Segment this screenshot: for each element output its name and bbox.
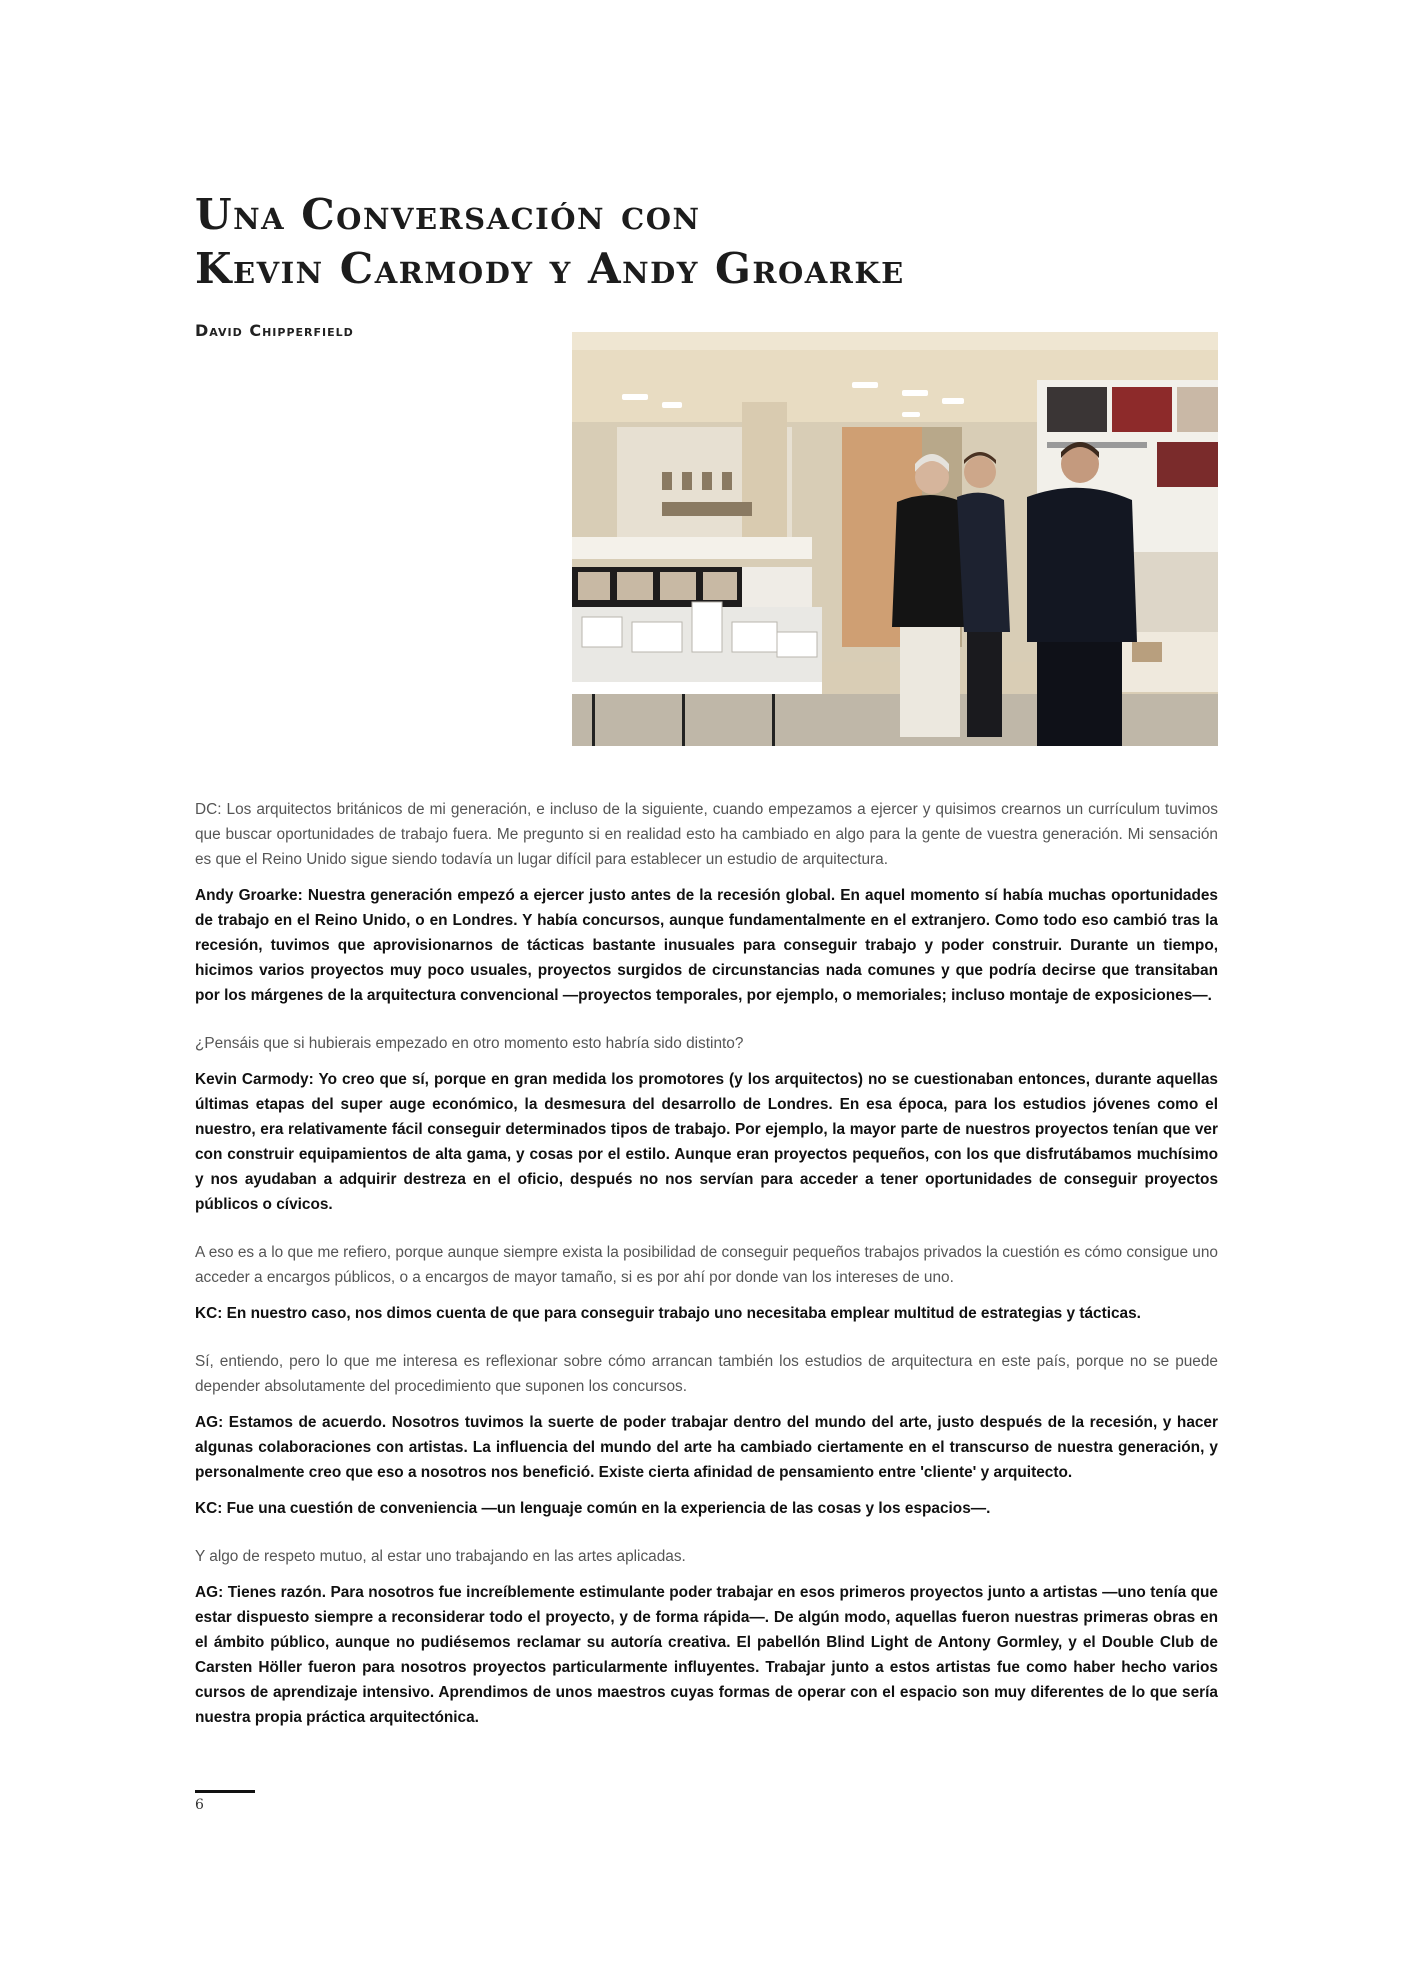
title-line-2: Kevin Carmody y Andy Groarke (195, 244, 905, 293)
page-number: 6 (195, 1797, 204, 1813)
paragraph-answer: AG: Tienes razón. Para nosotros fue increíblemente estimulante poder trabajar en esos primeros proyectos junto a artistas —uno tenía que estar dispuesto siempre a reconsiderar todo el proyecto, y de forma rápida—. De algún modo, aquellas fueron nuestras primeras obras en el ámbito público, aunque no pudiésemos reclamar su autoría creativa. El pabellón Blind Light de Antony Gormley, y el Double Club de Carsten Höller fueron para nosotros proyectos particularmente influyentes. Trabajar junto a estos artistas fue como haber hecho varios cursos de aprendizaje intensivo. Aprendimos de unos maestros cuyas formas de operar con el espacio son muy diferentes de lo que sería nuestra propia práctica arquitectónica. (195, 1584, 1218, 1726)
studio-photo (572, 332, 1218, 746)
paragraph-question: ¿Pensáis que si hubierais empezado en otro momento esto habría sido distinto? (195, 1035, 744, 1052)
author-name: David Chipperfield (195, 321, 354, 340)
title-line-1: Una Conversación con (195, 190, 701, 239)
paragraph-answer: Kevin Carmody: Yo creo que sí, porque en gran medida los promotores (y los arquitectos) no se cuestionaban entonces, durante aquellas últimas etapas del super auge económico, la desmesura del desarrollo de Londres. En esa época, para los estudios jóvenes como el nuestro, era relativamente fácil conseguir determinados tipos de trabajo. Por ejemplo, la mayor parte de nuestros proyectos tenían que ver con construir equipamientos de alta gama, y cosas por el estilo. Aunque eran proyectos pequeños, con los que disfrutábamos muchísimo y nos ayudaban a adquirir destreza en el oficio, después no nos servían para acceder a tener oportunidades de conseguir proyectos públicos o cívicos. (195, 1071, 1218, 1213)
paragraph-answer: KC: En nuestro caso, nos dimos cuenta de que para conseguir trabajo uno necesitaba emplear multitud de estrategias y tácticas. (195, 1305, 1141, 1322)
paragraph-question: A eso es a lo que me refiero, porque aunque siempre exista la posibilidad de conseguir pequeños trabajos privados la cuestión es cómo consigue uno acceder a encargos públicos, o a encargos de mayor tamaño, si es por ahí por donde van los intereses de uno. (195, 1244, 1218, 1286)
page-title (195, 188, 905, 296)
paragraph-answer: Andy Groarke: Nuestra generación empezó a ejercer justo antes de la recesión global. En aquel momento sí había muchas oportunidades de trabajo en el Reino Unido, o en Londres. Y había concursos, aunque fundamentalmente en el extranjero. Como todo eso cambió tras la recesión, tuvimos que aprovisionarnos de tácticas bastante inusuales para conseguir trabajo y poder construir. Durante un tiempo, hicimos varios proyectos muy poco usuales, proyectos surgidos de circunstancias nada comunes y que podría decirse que transitaban por los márgenes de la arquitectura convencional —proyectos temporales, por ejemplo, o memoriales; incluso montaje de exposiciones—. (195, 887, 1218, 1004)
footer-rule (195, 1790, 255, 1793)
interview-body (195, 797, 1218, 1741)
paragraph-answer: AG: Estamos de acuerdo. Nosotros tuvimos la suerte de poder trabajar dentro del mundo del arte, justo después de la recesión, y hacer algunas colaboraciones con artistas. La influencia del mundo del arte ha cambiado ciertamente en el transcurso de nuestra generación, y personalmente creo que eso a nosotros nos benefició. Existe cierta afinidad de pensamiento entre 'cliente' y arquitecto. (195, 1414, 1218, 1481)
paragraph-answer: KC: Fue una cuestión de conveniencia —un lenguaje común en la experiencia de las cosas y los espacios—. (195, 1500, 991, 1517)
paragraph-question: Y algo de respeto mutuo, al estar uno trabajando en las artes aplicadas. (195, 1548, 686, 1565)
photo-studio-models-icon (572, 332, 1218, 746)
paragraph-question: Sí, entiendo, pero lo que me interesa es reflexionar sobre cómo arrancan también los estudios de arquitectura en este país, porque no se puede depender absolutamente del procedimiento que suponen los concursos. (195, 1353, 1218, 1395)
paragraph-question: DC: Los arquitectos británicos de mi generación, e incluso de la siguiente, cuando empezamos a ejercer y quisimos crearnos un currículum tuvimos que buscar oportunidades de trabajo fuera. Me pregunto si en realidad esto ha cambiado en algo para la gente de vuestra generación. Mi sensación es que el Reino Unido sigue siendo todavía un lugar difícil para establecer un estudio de arquitectura. (195, 801, 1218, 868)
